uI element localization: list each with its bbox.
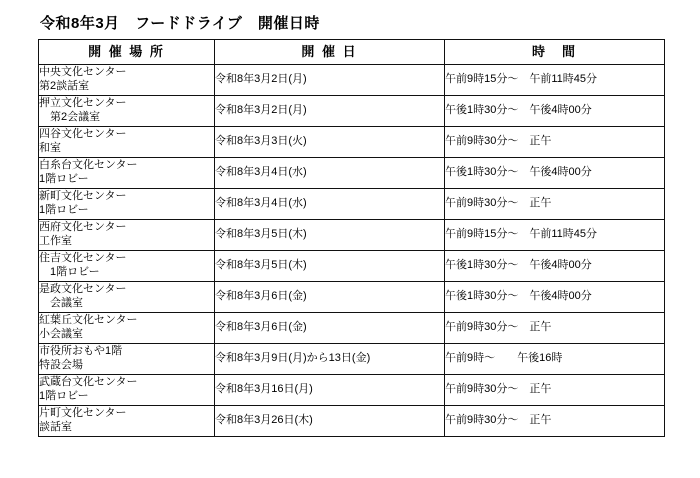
schedule-table (38, 39, 665, 437)
place-line-2: 第2会議室 (39, 111, 101, 123)
table-row (39, 96, 665, 127)
cell-date: 令和8年3月4日(水) (215, 158, 445, 189)
table-row (39, 189, 665, 220)
cell-time: 午後1時30分～ 午後4時00分 (445, 158, 665, 189)
cell-place (39, 344, 215, 375)
cell-time: 午前9時15分～ 午前11時45分 (445, 220, 665, 251)
column-header-time: 時 間 (445, 40, 665, 65)
place-line-1: 是政文化センター (39, 283, 127, 296)
place-line-1: 紅葉丘文化センター (39, 314, 138, 327)
cell-time: 午前9時30分～ 正午 (445, 189, 665, 220)
place-line-2: 和室 (39, 142, 61, 154)
cell-date: 令和8年3月5日(木) (215, 220, 445, 251)
cell-place (39, 158, 215, 189)
place-line-1: 住吉文化センター (39, 252, 127, 265)
table-row (39, 127, 665, 158)
cell-date: 令和8年3月6日(金) (215, 282, 445, 313)
place-line-1: 新町文化センター (39, 190, 127, 203)
cell-time: 午前9時15分～ 午前11時45分 (445, 65, 665, 96)
place-line-1: 押立文化センター (39, 97, 127, 110)
cell-time: 午前9時30分～ 正午 (445, 375, 665, 406)
cell-place (39, 96, 215, 127)
cell-date: 令和8年3月3日(火) (215, 127, 445, 158)
cell-time: 午前9時30分～ 正午 (445, 313, 665, 344)
table-row (39, 406, 665, 437)
place-line-1: 片町文化センター (39, 407, 127, 420)
column-header-date: 開 催 日 (215, 40, 445, 65)
cell-place (39, 375, 215, 406)
place-line-2: 1階ロビー (39, 390, 89, 402)
cell-date: 令和8年3月2日(月) (215, 65, 445, 96)
place-line-2: 1階ロビー (39, 204, 89, 216)
cell-place (39, 65, 215, 96)
table-row (39, 344, 665, 375)
cell-time: 午後1時30分～ 午後4時00分 (445, 251, 665, 282)
cell-time: 午後1時30分～ 午後4時00分 (445, 96, 665, 127)
place-line-2: 1階ロビー (39, 266, 100, 278)
place-line-1: 西府文化センター (39, 221, 127, 234)
cell-time: 午前9時30分～ 正午 (445, 127, 665, 158)
page-title: 令和8年3月 フードドライブ 開催日時 (40, 15, 320, 32)
table-row (39, 375, 665, 406)
cell-date: 令和8年3月16日(月) (215, 375, 445, 406)
place-line-2: 小会議室 (39, 328, 83, 340)
cell-date: 令和8年3月26日(木) (215, 406, 445, 437)
table-row (39, 220, 665, 251)
table-row (39, 158, 665, 189)
table-row (39, 282, 665, 313)
cell-place (39, 127, 215, 158)
cell-date: 令和8年3月4日(水) (215, 189, 445, 220)
cell-time: 午後1時30分～ 午後4時00分 (445, 282, 665, 313)
place-line-2: 会議室 (39, 297, 83, 309)
cell-date: 令和8年3月9日(月)から13日(金) (215, 344, 445, 375)
cell-place (39, 406, 215, 437)
table-header-row (39, 40, 665, 65)
cell-place (39, 313, 215, 344)
cell-place (39, 282, 215, 313)
place-line-2: 1階ロビー (39, 173, 89, 185)
place-line-1: 四谷文化センター (39, 128, 127, 141)
place-line-1: 中央文化センター (39, 66, 127, 79)
cell-date: 令和8年3月6日(金) (215, 313, 445, 344)
cell-place (39, 189, 215, 220)
place-line-1: 武蔵台文化センター (39, 376, 138, 389)
cell-date: 令和8年3月2日(月) (215, 96, 445, 127)
cell-date: 令和8年3月5日(木) (215, 251, 445, 282)
place-line-1: 市役所おもや1階 (39, 345, 123, 358)
place-line-2: 工作室 (39, 235, 72, 247)
cell-time: 午前9時～ 午後16時 (445, 344, 665, 375)
place-line-1: 白糸台文化センター (39, 159, 138, 172)
column-header-place: 開 催 場 所 (39, 40, 215, 65)
place-line-2: 談話室 (39, 421, 72, 433)
table-row (39, 251, 665, 282)
place-line-2: 特設会場 (39, 359, 83, 371)
table-row (39, 65, 665, 96)
cell-place (39, 220, 215, 251)
cell-time: 午前9時30分～ 正午 (445, 406, 665, 437)
table-row (39, 313, 665, 344)
place-line-2: 第2談話室 (39, 80, 90, 92)
cell-place (39, 251, 215, 282)
